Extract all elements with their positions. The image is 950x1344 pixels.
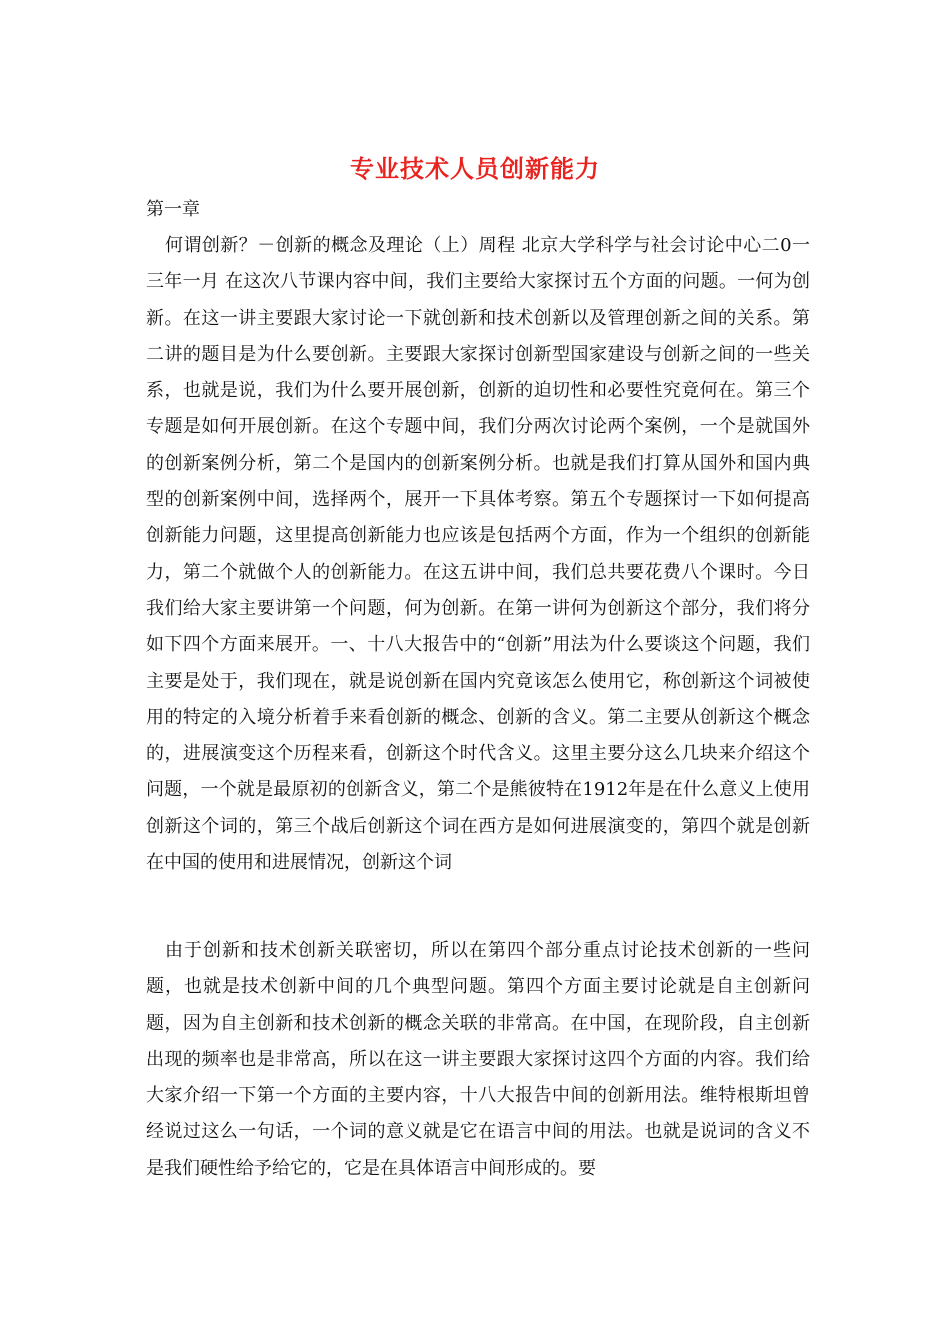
body-paragraph: 由于创新和技术创新关联密切，所以在第四个部分重点讨论技术创新的一些问题，也就是技术创新中间的几个典型问题。第四个方面主要讨论就是自主创新问题，因为自主创新和技术创新的概念关联的非常高。在中国，在现阶段，自主创新出现的频率也是非常高，所以在这一讲主要跟大家探讨这四个方面的内容。我们给大家介绍一下第一个方面的主要内容，十八大报告中间的创新用法。维特根斯坦曾经说过这么一句话，一个词的意义就是它在语言中间的用法。也就是说词的含义不是我们硬性给予给它的，它是在具体语言中间形成的。要 bbox=[146, 940, 810, 1179]
chapter-heading: 第一章 bbox=[146, 199, 200, 220]
body-paragraph: 何谓创新？－创新的概念及理论（上）周程 北京大学科学与社会讨论中心二0一三年一月 在这次八节课内容中间，我们主要给大家探讨五个方面的问题。一何为创新。在这一讲主要跟大家讨论一下就创新和技术创新以及管理创新之间的关系。第二讲的题目是为什么要创新。主要跟大家探讨创新型国家建设与创新之间的一些关系，也就是说，我们为什么要开展创新，创新的迫切性和必要性究竟何在。第三个专题是如何开展创新。在这个专题中间，我们分两次讨论两个案例，一个是就国外的创新案例分析，第二个是国内的创新案例分析。也就是我们打算从国外和国内典型的创新案例中间，选择两个，展开一下具体考察。第五个专题探讨一下如何提高创新能力问题，这里提高创新能力也应该是包括两个方面，作为一个组织的创新能力，第二个就做个人的创新能力。在这五讲中间，我们总共要花费八个课时。今日我们给大家主要讲第一个问题，何为创新。在第一讲何为创新这个部分，我们将分如下四个方面来展开。一、十八大报告中的“创新”用法为什么要谈这个问题，我们主要是处于，我们现在，就是说创新在国内究竟该怎么使用它，称创新这个词被使用的特定的入境分析着手来看创新的概念、创新的含义。第二主要从创新这个概念的，进展演变这个历程来看，创新这个时代含义。这里主要分这么几块来介绍这个问题，一个就是最原初的创新含义，第二个是熊彼特在1912年是在什么意义上使用创新这个词的，第三个战后创新这个词在西方是如何进展演变的，第四个就是创新在中国的使用和进展情况，创新这个词 bbox=[146, 235, 810, 874]
document-title: 专业技术人员创新能力 bbox=[350, 154, 600, 183]
